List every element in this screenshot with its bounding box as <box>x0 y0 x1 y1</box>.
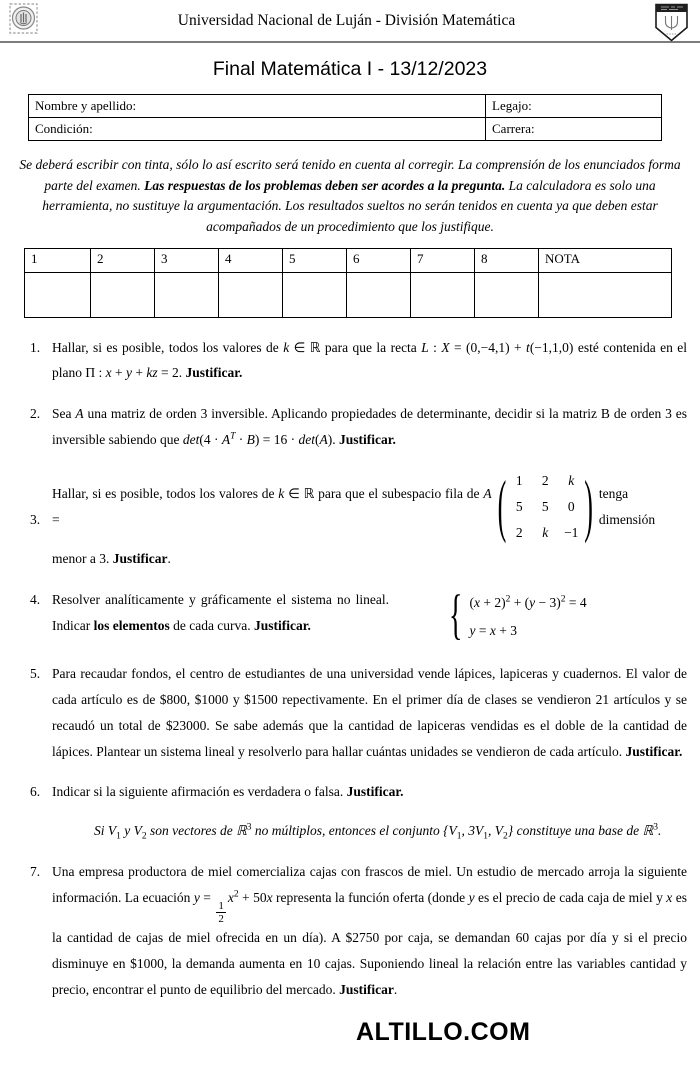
university-title: Universidad Nacional de Luján - División Matemática <box>177 12 516 29</box>
altillo-watermark: ALTILLO.COM <box>356 1018 531 1047</box>
problem-4 <box>30 587 687 646</box>
problem-4-body <box>52 587 687 646</box>
page-header <box>0 0 700 43</box>
problem-2-number: 2. <box>30 406 41 422</box>
matrix-cell: 1 <box>515 473 523 489</box>
problem-3 <box>30 468 687 572</box>
matrix-cell: −1 <box>564 525 579 541</box>
problem-2-text: Sea A una matriz de orden 3 inversible. Aplicando propiedades de determinante, decidir si la matriz B de orden 3 es inversible sabiendo que $\det(4 \cdot A^T \cdot B) = 16 \cdot \det(A)$. Justificar. <box>52 406 687 448</box>
grade-col-2: 2 <box>91 248 155 272</box>
grade-table <box>24 248 672 318</box>
problem-6-statement: Si $V_1$ y $V_2$ son vectores de ℝ$^3$ no múltiplos, entonces el conjunto {$V_1$, $3V_1$, $V_2$} constituye una base de ℝ$^3$. <box>94 822 662 842</box>
grade-col-6: 6 <box>347 248 411 272</box>
shield-logo-icon <box>653 3 690 48</box>
legajo-field-label: Legajo: <box>486 95 662 118</box>
problem-3-line2: menor a 3. Justificar. <box>52 551 171 567</box>
problem-7-number: 7. <box>30 864 41 880</box>
problem-3-text-after: tenga dimensión <box>598 486 656 528</box>
problem-3-line1 <box>52 468 687 546</box>
grade-cell-1 <box>25 272 91 317</box>
right-paren-icon: ) <box>584 466 593 545</box>
info-row-2 <box>29 118 662 141</box>
condicion-field-label: Condición: <box>29 118 486 141</box>
grade-col-nota: NOTA <box>539 248 672 272</box>
problem-6-text: Indicar si la siguiente afirmación es verdadera o falsa. Justificar. <box>52 784 404 800</box>
matrix-cell: 0 <box>567 499 575 515</box>
problems-list <box>30 335 687 1003</box>
grade-cell-2 <box>91 272 155 317</box>
info-row-1 <box>29 95 662 118</box>
problem-1-number: 1. <box>30 339 41 355</box>
left-brace-icon: { <box>449 586 463 647</box>
grade-cell-7 <box>411 272 475 317</box>
exam-title: Final Matemática I - 13/12/2023 <box>212 58 488 80</box>
instructions-paragraph: Se deberá escribir con tinta, sólo lo así escrito será tenido en cuenta al corregir. La comprensión de los enunciados forma parte del examen. Las respuestas de los problemas deben ser acordes a la pregunta. La calculadora es solo una herramienta, no sustituye la argumentación. Los resultados sueltos no serán tenidos en cuenta ya que deben estar acompañados de un procedimiento que los justifique. <box>19 157 681 234</box>
grade-cell-5 <box>283 272 347 317</box>
problem-7-text: Una empresa productora de miel comercializa cajas con frascos de miel. Un estudio de mercado arroja la siguiente información. La ecuación y = $\frac{1}{2}$ $x^2 + 50x$ representa la función oferta (donde y es el precio de cada caja de miel y x es la cantidad de cajas de miel ofrecida en un día). A $2750 por caja, se demandan 60 cajas por día y si el precio disminuye en $1000, la demanda aumenta en 10 cajas. Suponiendo lineal la relación entre las variables cantidad y precio, encontrar el punto de equilibrio del mercado. Justificar. <box>52 864 687 998</box>
grade-cell-6 <box>347 272 411 317</box>
grade-col-1: 1 <box>25 248 91 272</box>
problem-6 <box>30 779 687 844</box>
matrix-cell: 2 <box>515 525 523 541</box>
matrix-cell: k <box>568 473 575 489</box>
grade-col-8: 8 <box>475 248 539 272</box>
university-seal-icon <box>8 3 40 42</box>
matrix-A <box>498 468 593 546</box>
problem-4-number: 4. <box>30 592 41 608</box>
problem-1 <box>30 335 687 387</box>
system-lines <box>469 589 586 646</box>
grade-col-3: 3 <box>155 248 219 272</box>
problem-5-number: 5. <box>30 665 41 681</box>
grade-cell-3 <box>155 272 219 317</box>
problem-4-text: Resolver analíticamente y gráficamente el sistema no lineal. Indicar los elementos de cada curva. Justificar. <box>52 592 389 633</box>
matrix-cell: 5 <box>541 499 549 515</box>
problem-6-body <box>52 779 687 844</box>
problem-3-text <box>52 468 687 572</box>
matrix-cell: 2 <box>541 473 549 489</box>
problem-4-row <box>52 587 687 646</box>
grade-cell-nota <box>539 272 672 317</box>
problem-6-number: 6. <box>30 784 41 800</box>
problem-5 <box>30 661 687 765</box>
grade-header-row <box>25 248 672 272</box>
matrix-cell: k <box>542 525 549 541</box>
grade-cell-8 <box>475 272 539 317</box>
system-equation-2: y = x + 3 <box>469 623 517 639</box>
problem-7 <box>30 859 687 1003</box>
grade-col-4: 4 <box>219 248 283 272</box>
grade-cell-4 <box>219 272 283 317</box>
problem-2 <box>30 401 687 453</box>
problem-3-number: 3. <box>30 512 41 528</box>
problem-3-text-before: Hallar, si es posible, todos los valores de k ∈ ℝ para que el subespacio fila de A = <box>52 486 492 528</box>
equation-system <box>449 586 587 647</box>
problem-1-text: Hallar, si es posible, todos los valores de k ∈ ℝ para que la recta L : X = (0,−4,1) + t(−1,1,0) esté contenida en el plano Π : x + y + kz = 2. Justificar. <box>52 339 688 381</box>
grade-col-7: 7 <box>411 248 475 272</box>
grade-empty-row <box>25 272 672 317</box>
student-info-table <box>28 94 662 141</box>
matrix-cell: 5 <box>515 499 523 515</box>
system-equation-1: $(x + 2)^2 + (y - 3)^2 = 4$ <box>469 594 587 611</box>
grade-col-5: 5 <box>283 248 347 272</box>
left-paren-icon: ( <box>497 466 507 545</box>
matrix-grid <box>506 468 584 546</box>
problem-5-text: Para recaudar fondos, el centro de estudiantes de una universidad vende lápices, lapiceras y cuadernos. El valor de cada artículo es de $800, $1000 y $1500 repectivamente. En el primer día de clases se vendieron 21 artículos y se recaudó un total de $23000. Se sabe además que la cantidad de lapiceras vendidas es el doble de la cantidad de lápices. Plantear un sistema lineal y resolverlo para hallar cuántas unidades se vendieron de cada artículo. Justificar. <box>52 665 687 759</box>
name-field-label: Nombre y apellido: <box>29 95 486 118</box>
carrera-field-label: Carrera: <box>486 118 662 141</box>
